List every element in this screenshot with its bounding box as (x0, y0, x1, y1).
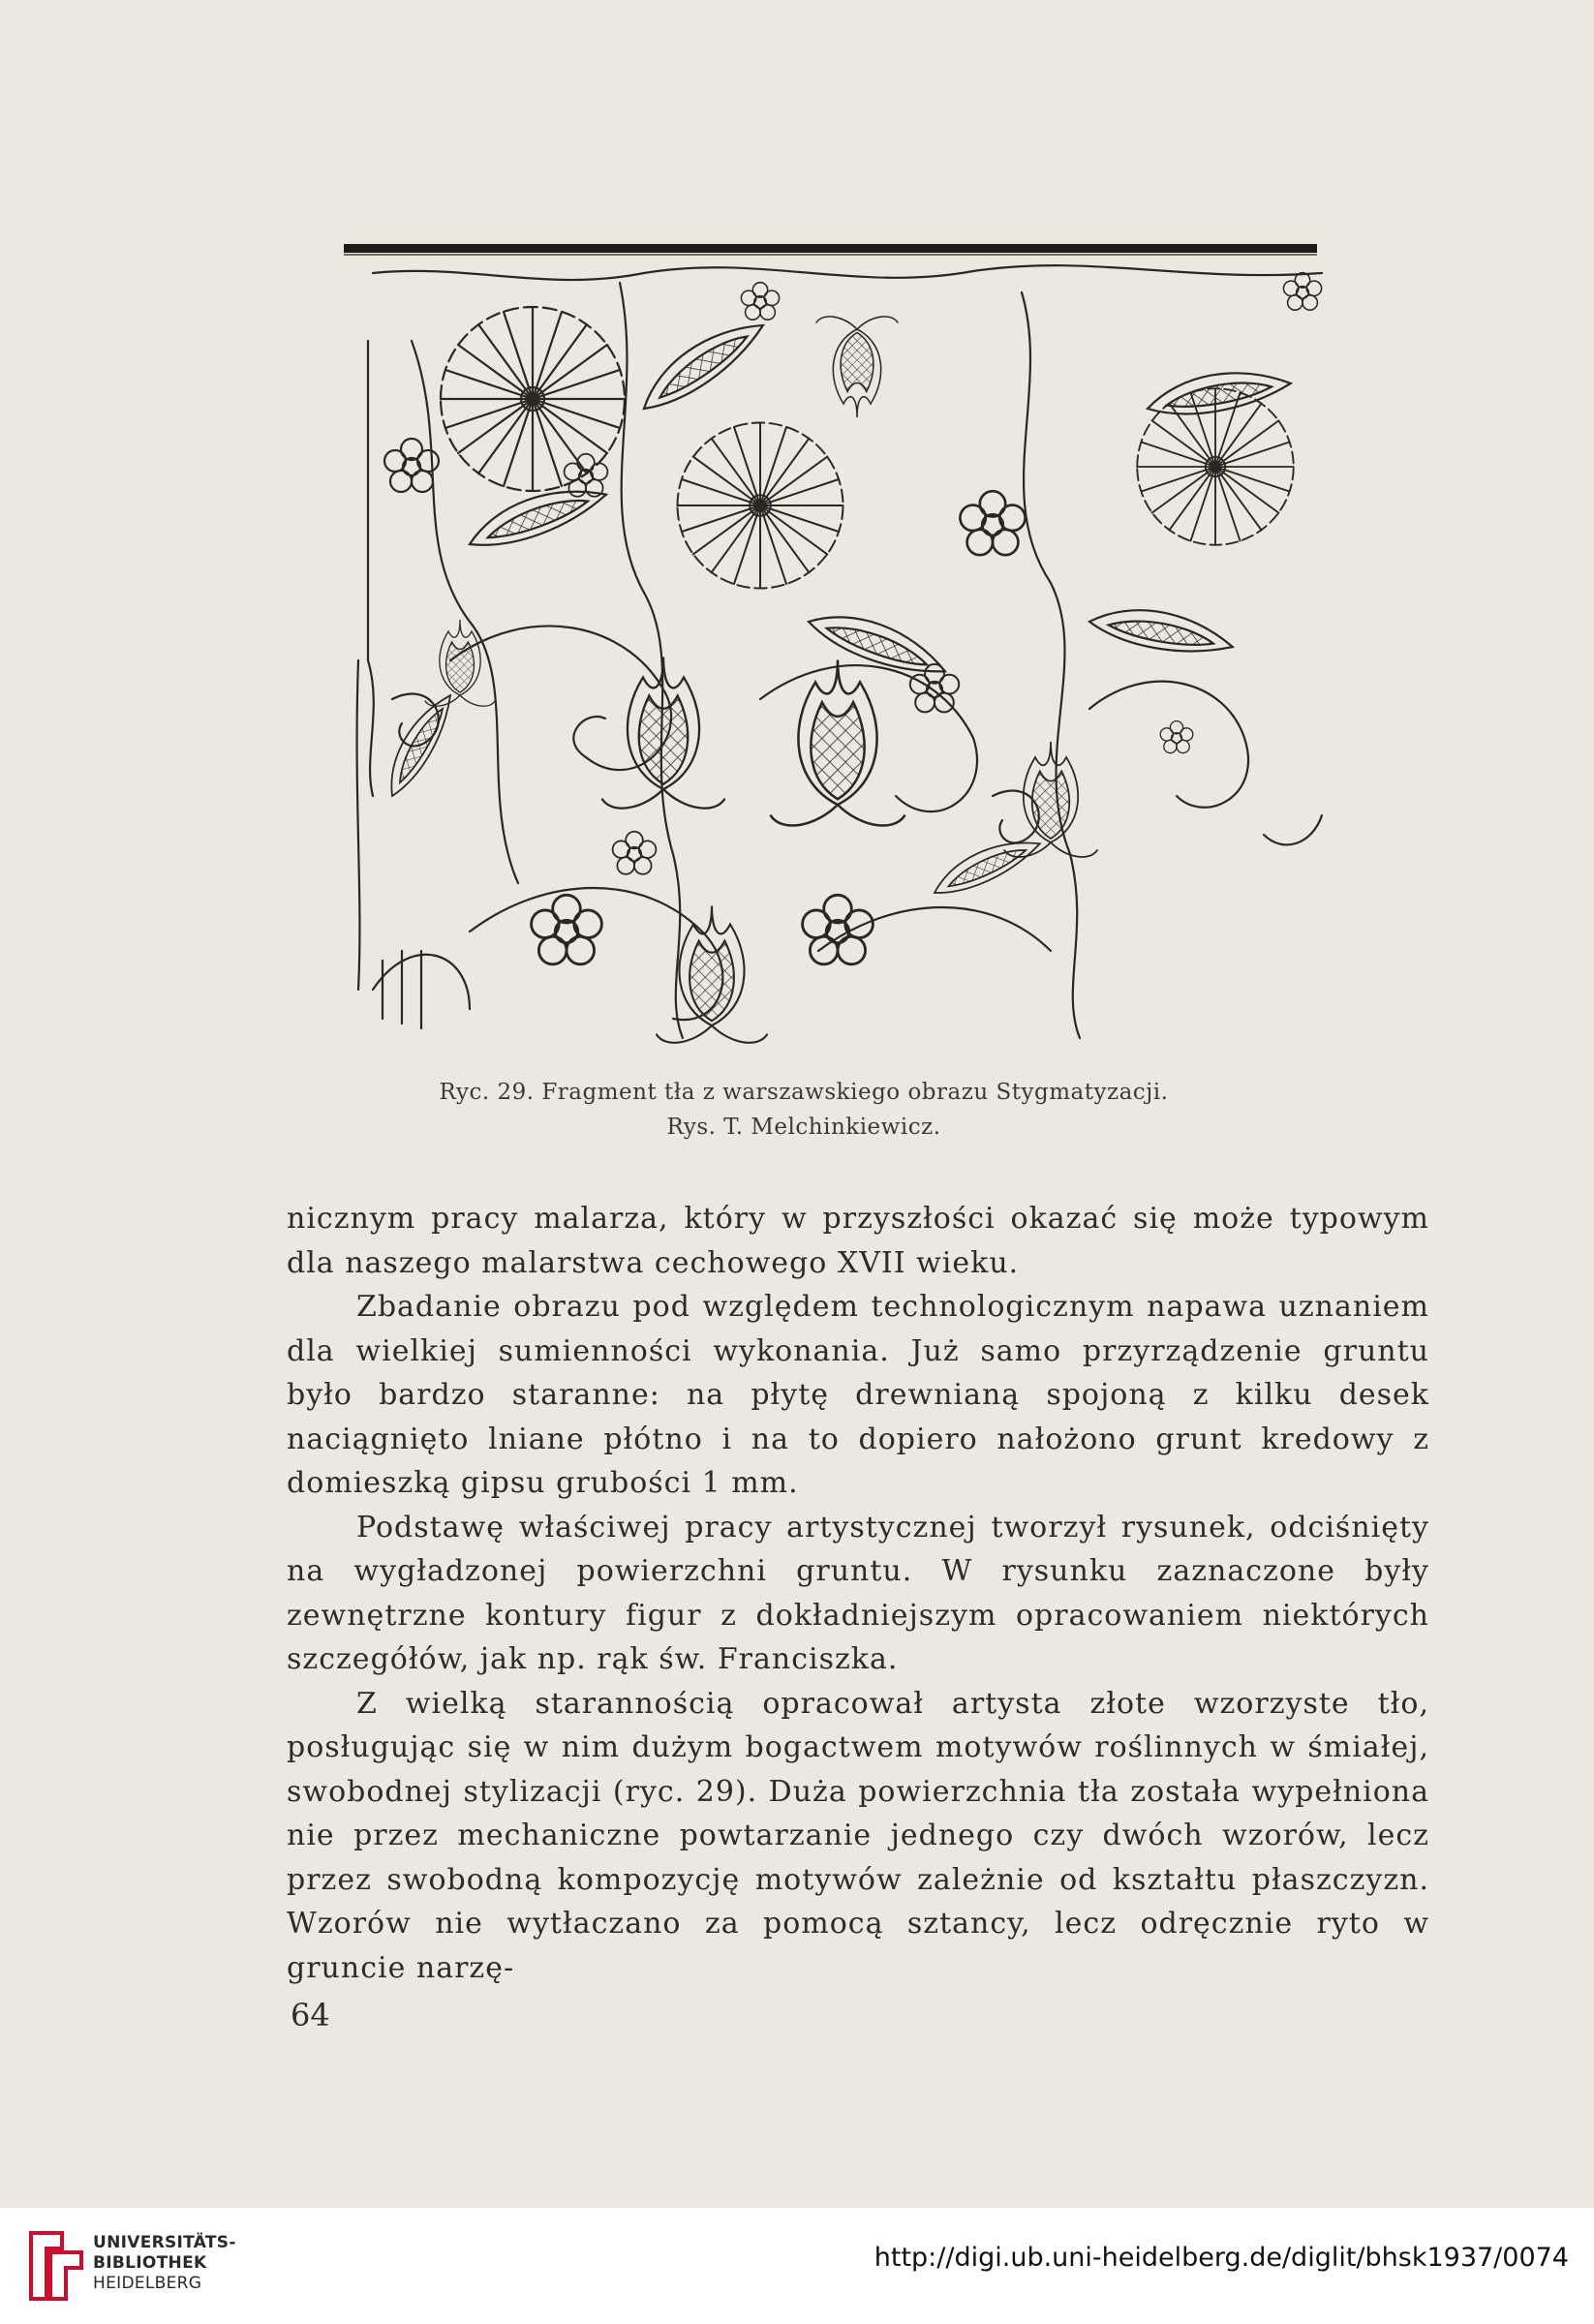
university-library-logo-icon (27, 2229, 85, 2303)
library-name (93, 2233, 236, 2294)
caption-line-2: Rys. T. Melchinkiewicz. (666, 1115, 941, 1140)
source-url-link[interactable]: http://digi.ub.uni-heidelberg.de/diglit/bhsk1937/0074 (874, 2243, 1569, 2273)
paragraph-3: Podstawę właściwej pracy artystycznej tworzył rysunek, odciśnięty na wygładzonej powierzchni gruntu. W rysunku zaznaczone były zewnętrzne kontury figur z dokładniejszym opracowaniem niektórych szczegółów, jak np. rąk św. Franciszka. (287, 1510, 1429, 1676)
caption-line-1: Ryc. 29. Fragment tła z warszawskiego obrazu Stygmatyzacji. (439, 1080, 1169, 1105)
library-name-line-3: HEIDELBERG (93, 2274, 202, 2293)
paragraph-4: Z wielką starannością opracował artysta złote wzorzyste tło, posługując się w nim dużym bogactwem motywów roślinnych w śmiałej, swobodnej stylizacji (ryc. 29). Duża powierzchnia tła została wypełniona nie przez mechaniczne powtarzanie jednego czy dwóch wzorów, lecz przez swobodną kompozycję motywów zależnie od kształtu płaszczyzn. Wzorów nie wytłaczano za pomocą sztancy, lecz odręcznie ryto w gruncie narzę- (287, 1686, 1429, 1985)
paragraph-1: nicznym pracy malarza, który w przyszłości okazać się może typowym dla naszego malarstwa cechowego XVII wieku. (287, 1202, 1429, 1280)
library-name-line-1: UNIVERSITÄTS- (93, 2233, 236, 2252)
figure-top-rule (344, 244, 1317, 253)
body-text (287, 1197, 1429, 1990)
figure-caption (291, 1075, 1317, 1145)
ornament-illustration (353, 254, 1336, 1048)
library-name-line-2: BIBLIOTHEK (93, 2253, 207, 2273)
page-number: 64 (291, 1997, 330, 2034)
paragraph-2: Zbadanie obrazu pod względem technologicznym napawa uznaniem dla wielkiej sumienności wykonania. Już samo przyrządzenie gruntu było bardzo staranne: na płytę drewnianą spojoną z kilku desek naciągnięto lniane płótno i na to dopiero nałożono grunt kredowy z domieszką gipsu grubości 1 mm. (287, 1290, 1429, 1500)
footer-bar (0, 2208, 1594, 2324)
